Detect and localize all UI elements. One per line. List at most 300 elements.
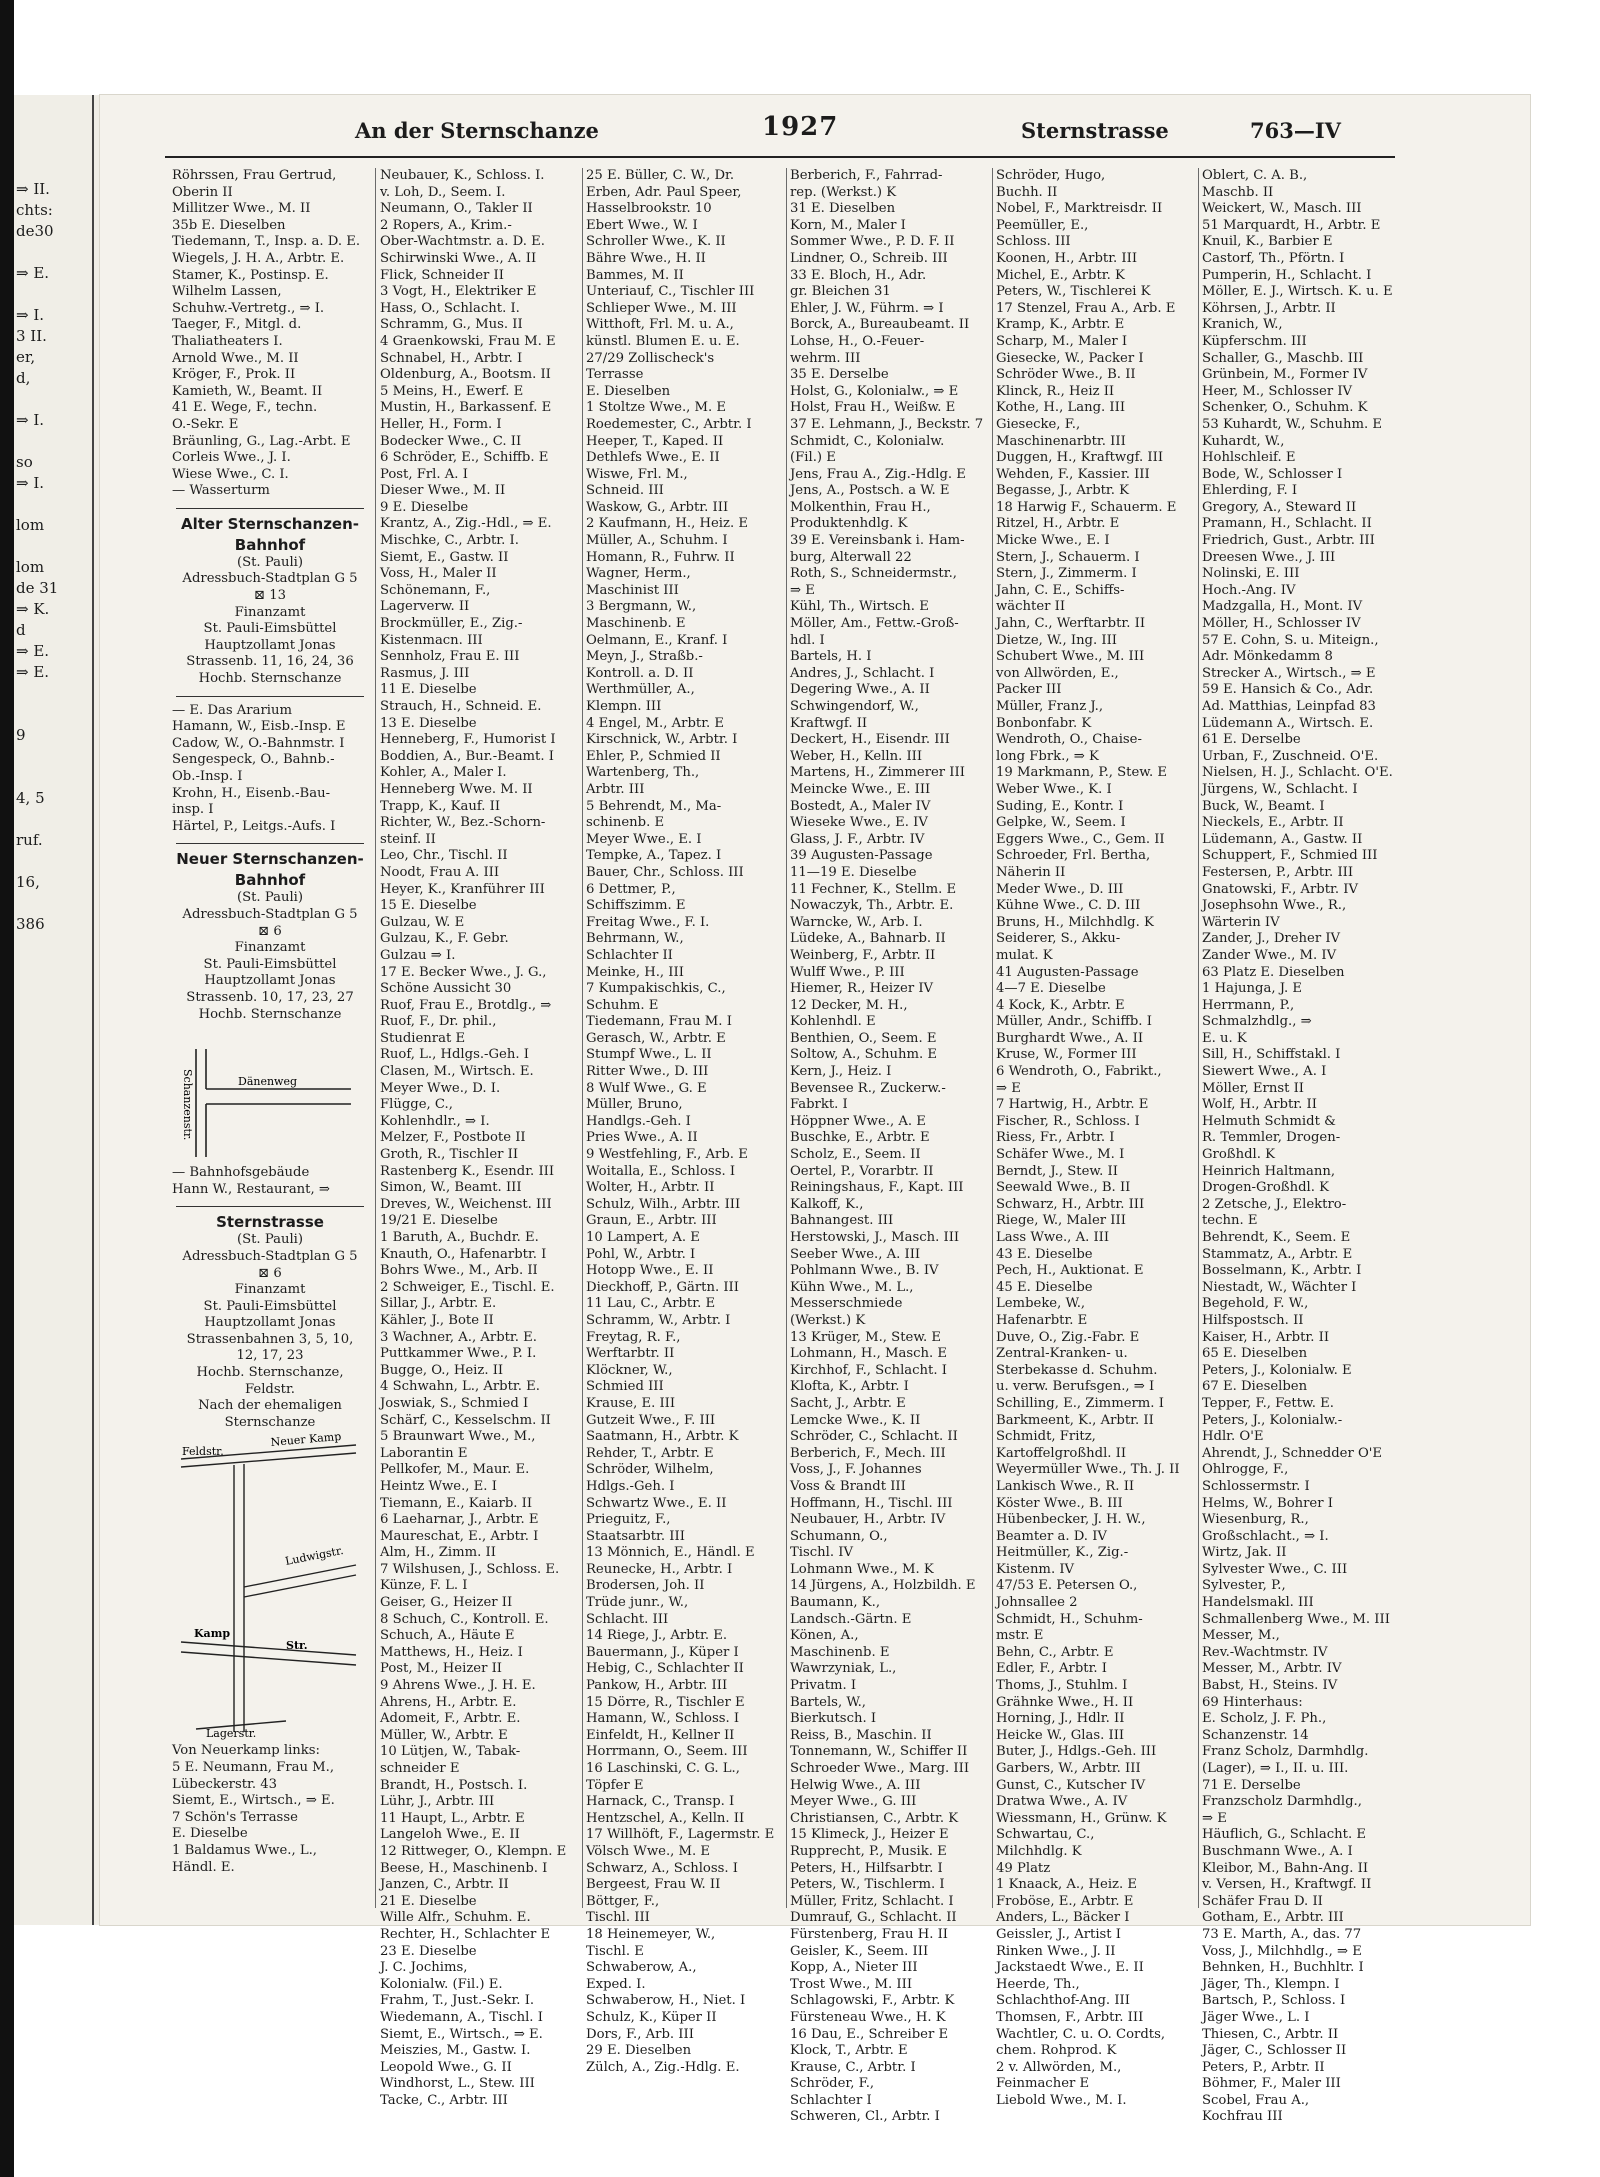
directory-entry: 13 E. Dieselbe: [380, 715, 477, 731]
directory-entry: Gulzau ⇒ I.: [380, 947, 456, 963]
directory-entry: Hdlr. O'E: [1202, 1429, 1264, 1445]
directory-entry: künstl. Blumen E. u. E.: [586, 333, 740, 349]
directory-entry: Schenker, O., Schuhm. K: [1202, 400, 1368, 416]
directory-entry: 27/29 Zollischeck's: [586, 350, 715, 366]
directory-entry: Schlachthof-Ang. III: [996, 1993, 1130, 2009]
directory-entry: 65 E. Dieselben: [1202, 1346, 1308, 1362]
directory-entry: Schlacht. III: [586, 1611, 669, 1627]
directory-entry: chem. Rohprod. K: [996, 2043, 1117, 2059]
directory-entry: Barkmeent, K., Arbtr. II: [996, 1412, 1154, 1428]
section-info-line: Adressbuch-Stadtplan G 5: [182, 1248, 358, 1264]
directory-entry: Schwingendorf, W.,: [790, 699, 919, 714]
directory-entry: Kühl, Th., Wirtsch. E: [790, 599, 929, 615]
section-info-line: St. Pauli-Eimsbüttel: [203, 1298, 337, 1314]
directory-entry: Dratwa Wwe., A. IV: [996, 1794, 1128, 1810]
book-spine: [92, 95, 94, 1925]
directory-entry: Möller, Am., Fettw.-Groß-: [790, 616, 959, 632]
section-info-alter-bahnhof: [172, 555, 368, 688]
directory-entry: Geisler, K., Seem. III: [790, 1943, 929, 1959]
directory-entry: Buck, W., Beamt. I: [1202, 798, 1325, 814]
directory-entry: Kalkoff, K.,: [790, 1196, 864, 1212]
section-divider: [176, 696, 364, 697]
directory-entry: Laborantin E: [380, 1445, 468, 1461]
directory-entry: Herstowski, J., Masch. III: [790, 1230, 960, 1245]
directory-entry: E. Dieselbe: [172, 1826, 248, 1842]
directory-entry: Peters, P., Arbtr. II: [1202, 2059, 1325, 2075]
directory-entry: Hübenbecker, J. H. W.,: [996, 1512, 1146, 1528]
directory-entry: Siemt, E., Gastw. II: [380, 549, 509, 565]
directory-entry: Hiemer, R., Heizer IV: [790, 981, 934, 997]
directory-entry: Ruof, L., Hdlgs.-Geh. I: [380, 1047, 529, 1063]
directory-entry: 6 Dettmer, P.,: [586, 881, 676, 897]
directory-entry: Wirtz, Jak. II: [1202, 1545, 1287, 1561]
directory-entry: Saatmann, H., Arbtr. K: [586, 1429, 739, 1445]
directory-entry: Reunecke, H., Arbtr. I: [586, 1561, 733, 1577]
directory-entry: Kolonialw. (Fil.) E.: [380, 1976, 503, 1992]
directory-entry: Tiedemann, Frau M. I: [586, 1014, 732, 1030]
directory-entry: Helmuth Schmidt &: [1202, 1113, 1336, 1129]
directory-entry: Gerasch, W., Arbtr. E: [586, 1030, 726, 1046]
directory-entry: Großschlacht., ⇒ I.: [1202, 1528, 1329, 1544]
directory-entry: Christiansen, C., Arbtr. K: [790, 1810, 959, 1826]
directory-entry: 3 Wachner, A., Arbtr. E.: [380, 1329, 537, 1345]
directory-entry: Kramp, K., Arbtr. E: [996, 317, 1125, 333]
directory-entry: Tiedemann, T., Insp. a. D. E.: [172, 234, 361, 250]
gutter-fragment: de30: [16, 222, 54, 240]
directory-entry: Dumrauf, G., Schlacht. II: [790, 1910, 957, 1926]
section-heading-line: Alter Sternschanzen-: [180, 514, 360, 533]
directory-entry: Wiswe, Frl. M.,: [586, 466, 688, 482]
directory-entry: Küpferschm. III: [1202, 333, 1307, 349]
directory-entry: Sylvester Wwe., C. III: [1202, 1561, 1348, 1577]
column-1-entries: [172, 168, 368, 500]
directory-entry: 12 Rittweger, O., Klempn. E: [380, 1843, 567, 1859]
directory-entry: Helms, W., Bohrer I: [1202, 1495, 1333, 1511]
directory-entry: Weinberg, F., Arbtr. II: [790, 947, 936, 963]
directory-entry: Giesecke, F.,: [996, 416, 1081, 432]
directory-entry: 15 E. Dieselbe: [380, 898, 477, 914]
directory-entry: Schröder, F.,: [790, 2076, 875, 2092]
directory-entry: Köhrsen, J., Arbtr. II: [1202, 300, 1336, 316]
directory-entry: 21 E. Dieselbe: [380, 1893, 477, 1909]
section-info-line: ⊠ 6: [258, 923, 282, 939]
directory-entry: (Werkst.) K: [790, 1312, 866, 1328]
directory-entry: Henneberg Wwe. M. II: [380, 781, 533, 797]
directory-entry: Ad. Matthias, Leinpfad 83: [1202, 699, 1376, 714]
directory-entry: 57 E. Cohn, S. u. Miteign.,: [1202, 632, 1379, 648]
gutter-fragment: d: [16, 621, 26, 639]
directory-entry: 2 Kaufmann, H., Heiz. E: [586, 516, 748, 532]
section-divider: [176, 1206, 364, 1207]
directory-entry: Hamann, W., Eisb.-Insp. E: [172, 719, 346, 735]
directory-entry: Molkenthin, Frau H.,: [790, 499, 931, 515]
gutter-fragment: ⇒ I.: [16, 474, 45, 492]
directory-entry: Ehlerding, F. I: [1202, 483, 1298, 499]
gutter-fragment: chts:: [16, 201, 53, 219]
directory-entry: Bruns, H., Milchhdlg. K: [996, 914, 1154, 930]
directory-entry: 39 E. Vereinsbank i. Ham-: [790, 533, 965, 549]
directory-entry: Mustin, H., Barkassenf. E: [380, 400, 552, 416]
directory-entry: Deckert, H., Eisendr. III: [790, 732, 950, 748]
directory-entry: Rastenberg K., Esendr. III: [380, 1163, 555, 1179]
directory-entry: Seeber Wwe., A. III: [790, 1246, 921, 1262]
directory-entry: Schwaberow, H., Niet. I: [586, 1993, 746, 2009]
directory-entry: Mischke, C., Arbtr. I.: [380, 533, 519, 549]
directory-entry: Ahrens, H., Arbtr. E.: [380, 1694, 517, 1710]
directory-entry: Krantz, A., Zig.-Hdl., ⇒ E.: [380, 516, 552, 532]
directory-entry: Ritzel, H., Arbtr. E: [996, 516, 1120, 532]
directory-entry: Knuil, K., Barbier E: [1202, 234, 1333, 250]
directory-entry: 69 Hinterhaus:: [1202, 1694, 1303, 1710]
directory-entry: Simon, W., Beamt. III: [380, 1180, 522, 1196]
directory-entry: Hafenarbtr. E: [996, 1312, 1088, 1328]
street-map-sternschanze: [176, 1029, 366, 1159]
directory-entry: 73 E. Marth, A., das. 77: [1202, 1926, 1362, 1942]
directory-entry: 7 Kumpakischkis, C.,: [586, 981, 726, 997]
directory-entry: R. Temmler, Drogen-: [1202, 1130, 1341, 1146]
directory-entry: Böttger, F.,: [586, 1893, 660, 1909]
directory-entry: Röhrssen, Frau Gertrud,: [172, 168, 337, 183]
gutter-fragment: [14, 809, 100, 830]
directory-entry: 7 Wilshusen, J., Schloss. E.: [380, 1561, 560, 1577]
directory-entry: Lüdeke, A., Bahnarb. II: [790, 931, 946, 947]
directory-entry: Babst, H., Steins. IV: [1202, 1678, 1338, 1694]
directory-entry: Schulz, K., Küper II: [586, 2009, 717, 2025]
directory-entry: 1 Knaack, A., Heiz. E: [996, 1877, 1137, 1893]
header-street-range: An der Sternschanze: [355, 118, 599, 143]
neuerkamp-entries: [172, 1743, 368, 1876]
directory-entry: Trüde junr., W.,: [586, 1595, 689, 1611]
directory-entry: Bierkutsch. I: [790, 1711, 877, 1727]
directory-entry: Kirschnick, W., Arbtr. I: [586, 732, 738, 748]
directory-entry: Heicke W., Glas. III: [996, 1727, 1125, 1743]
gutter-fragment: so: [16, 453, 33, 471]
directory-entry: Oblert, C. A. B.,: [1202, 168, 1308, 183]
section-info-sternstrasse: [172, 1232, 368, 1431]
directory-entry: Von Neuerkamp links:: [172, 1743, 321, 1759]
directory-entry: Boddien, A., Bur.-Beamt. I: [380, 748, 554, 764]
directory-entry: Lembeke, W.,: [996, 1296, 1086, 1312]
directory-entry: Schulz, Wilh., Arbtr. III: [586, 1196, 741, 1212]
directory-entry: Produktenhdlg. K: [790, 516, 908, 532]
directory-entry: Ob.-Insp. I: [172, 769, 243, 784]
directory-entry: Siemt, E., Wirtsch., ⇒ E.: [172, 1793, 335, 1809]
section-info-line: Finanzamt: [234, 1282, 306, 1298]
directory-entry: Wilhelm Lassen,: [172, 284, 282, 300]
directory-entry: Wärterin IV: [1202, 914, 1280, 930]
directory-entry: 18 Harwig F., Schauerm. E: [996, 499, 1177, 515]
header-page-number: 763—IV: [1250, 118, 1341, 143]
section-info-line: (St. Pauli): [236, 890, 304, 906]
directory-entry: Kühne Wwe., C. D. III: [996, 898, 1141, 914]
directory-entry: Wawrzyniak, L.,: [790, 1661, 897, 1677]
directory-entry: Bugge, O., Heiz. II: [380, 1362, 504, 1378]
directory-entry: 16 Laschinski, C. G. L.,: [586, 1761, 740, 1776]
section-info-line: 12, 17, 23: [236, 1348, 304, 1364]
gutter-fragment: lom: [16, 516, 45, 534]
directory-entry: Post, M., Heizer II: [380, 1661, 502, 1677]
directory-entry: Jahn, C., Werftarbtr. II: [996, 616, 1146, 632]
directory-entry: Maschinenb. E: [790, 1644, 890, 1660]
directory-entry: Hoffmann, H., Tischl. III: [790, 1495, 953, 1511]
gutter-fragments: [14, 95, 100, 935]
directory-entry: Tiemann, E., Kaiarb. II: [380, 1495, 533, 1511]
directory-entry: Pries Wwe., A. II: [586, 1130, 698, 1146]
directory-entry: Nowaczyk, Th., Arbtr. E.: [790, 898, 954, 914]
directory-entry: Harnack, C., Transp. I: [586, 1794, 735, 1810]
directory-entry: Neumann, O., Takler II: [380, 201, 533, 217]
directory-entry: Thoms, J., Stuhlm. I: [996, 1678, 1128, 1694]
directory-entry: Müller, Franz J.,: [996, 699, 1104, 714]
directory-entry: Lankisch Wwe., R. II: [996, 1478, 1135, 1494]
directory-entry: Schiffszimm. E: [586, 898, 686, 914]
directory-entry: Handlgs.-Geh. I: [586, 1113, 691, 1129]
section-info-line: Feldstr.: [244, 1381, 295, 1397]
directory-entry: Gnatowski, F., Arbtr. IV: [1202, 881, 1358, 897]
directory-entry: 1 Hajunga, J. E: [1202, 981, 1302, 997]
directory-entry: Herrmann, P.,: [1202, 997, 1295, 1013]
directory-entry: Stammatz, A., Arbtr. E: [1202, 1246, 1353, 1262]
directory-entry: Müller, Bruno,: [586, 1097, 683, 1113]
directory-entry: Warncke, W., Arb. I.: [790, 914, 923, 930]
directory-entry: Sill, H., Schiffstakl. I: [1202, 1047, 1341, 1063]
directory-entry: Schöne Aussicht 30: [380, 981, 512, 997]
directory-entry: Nolinski, E. III: [1202, 566, 1300, 582]
directory-entry: Wartenberg, Th.,: [586, 765, 700, 781]
directory-entry: Grähnke Wwe., H. II: [996, 1694, 1134, 1710]
section-info-line: Finanzamt: [234, 604, 306, 620]
directory-entry: Schloss. III: [996, 234, 1071, 250]
map-label-feldstr: Feldstr.: [182, 1445, 224, 1459]
directory-entry: Lass Wwe., A. III: [996, 1230, 1110, 1245]
directory-entry: Schwartz Wwe., E. II: [586, 1495, 727, 1511]
directory-entry: ⇒ E: [1202, 1810, 1227, 1826]
column-4: [790, 168, 988, 2125]
directory-entry: Burghardt Wwe., A. II: [996, 1030, 1144, 1046]
directory-entry: Schuhm. E: [586, 997, 659, 1013]
directory-entry: Millitzer Wwe., M. II: [172, 201, 311, 217]
directory-entry: Jäger, Th., Klempn. I: [1202, 1976, 1340, 1992]
gutter-fragment: ⇒ II.: [16, 180, 50, 198]
directory-entry: Möller, E. J., Wirtsch. K. u. E: [1202, 284, 1393, 300]
directory-entry: 59 E. Hansich & Co., Adr.: [1202, 682, 1374, 698]
directory-entry: schinenb. E: [586, 815, 665, 831]
directory-entry: Beamter a. D. IV: [996, 1528, 1107, 1544]
directory-entry: Gregory, A., Steward II: [1202, 499, 1357, 515]
directory-entry: E. u. K: [1202, 1030, 1247, 1046]
directory-entry: Bähre Wwe., H. II: [586, 250, 706, 266]
directory-entry: Wolter, H., Arbtr. II: [586, 1180, 715, 1196]
directory-entry: Heyer, K., Kranführer III: [380, 881, 545, 897]
directory-entry: Krohn, H., Eisenb.-Bau-: [172, 785, 331, 801]
scan-edge: [0, 0, 14, 2177]
directory-entry: 4 Graenkowski, Frau M. E: [380, 333, 556, 349]
directory-entry: Sterbekasse d. Schuhm.: [996, 1362, 1158, 1378]
directory-entry: Bauermann, J., Küper I: [586, 1644, 739, 1660]
directory-entry: Wille Alfr., Schuhm. E.: [380, 1910, 531, 1926]
gutter-fragment: 9: [16, 726, 26, 744]
directory-entry: Pramann, H., Schlacht. II: [1202, 516, 1372, 532]
column-rule: [992, 168, 993, 1908]
directory-entry: Roth, S., Schneidermstr.,: [790, 566, 957, 582]
directory-entry: Fürsteneau Wwe., H. K: [790, 2009, 946, 2025]
directory-entry: Edler, F., Arbtr. I: [996, 1661, 1108, 1677]
column-3: [586, 168, 782, 2075]
section-info-neuer-bahnhof: [172, 890, 368, 1023]
directory-entry: Gutzeit Wwe., F. III: [586, 1412, 716, 1428]
directory-entry: Bodecker Wwe., C. II: [380, 433, 522, 449]
gutter-fragment: [14, 242, 100, 263]
directory-entry: Prieguitz, F.,: [586, 1512, 671, 1528]
directory-entry: Thiesen, C., Arbtr. II: [1202, 2026, 1339, 2042]
directory-entry: 63 Platz E. Dieselben: [1202, 964, 1345, 980]
directory-entry: Tischl. E: [586, 1943, 644, 1959]
column-rule: [786, 168, 787, 1908]
directory-entry: Schäfer Frau D. II: [1202, 1893, 1323, 1909]
directory-entry: 5 E. Neumann, Frau M.,: [172, 1760, 335, 1776]
directory-entry: 14 Riege, J., Arbtr. E.: [586, 1628, 728, 1644]
directory-entry: Hass, O., Schlacht. I.: [380, 300, 520, 316]
directory-entry: 13 Krüger, M., Stew. E: [790, 1329, 942, 1345]
directory-entry: 9 E. Dieselbe: [380, 499, 469, 515]
directory-entry: Cadow, W., O.-Bahnmstr. I: [172, 735, 345, 751]
directory-entry: Madzgalla, H., Mont. IV: [1202, 599, 1363, 615]
directory-entry: Drogen-Großhdl. K: [1202, 1180, 1329, 1196]
directory-entry: Bevensee R., Zuckerw.-: [790, 1080, 946, 1096]
directory-entry: Strecker A., Wirtsch., ⇒ E: [1202, 665, 1376, 681]
header-year: 1927: [762, 112, 839, 142]
directory-entry: Buchh. II: [996, 184, 1058, 200]
directory-entry: Tepper, F., Fettw. E.: [1202, 1395, 1334, 1411]
directory-entry: Buschmann Wwe., A. I: [1202, 1843, 1353, 1859]
directory-entry: 3 Vogt, H., Elektriker E: [380, 284, 537, 300]
directory-entry: Könen, A.,: [790, 1628, 859, 1644]
directory-entry: Krause, E. III: [586, 1395, 676, 1411]
directory-entry: 67 E. Dieselben: [1202, 1379, 1308, 1395]
directory-entry: Ruof, F., Dr. phil.,: [380, 1014, 497, 1030]
directory-entry: Johnsallee 2: [996, 1595, 1078, 1611]
directory-entry: Meinke, H., III: [586, 964, 684, 980]
directory-entry: Scobel, Frau A.,: [1202, 2092, 1310, 2108]
directory-entry: Stumpf Wwe., L. II: [586, 1047, 712, 1063]
section-heading-line: Sternstrasse: [216, 1213, 324, 1232]
directory-entry: Brockmüller, E., Zig.-: [380, 616, 523, 632]
directory-entry: Schanzenstr. 14: [1202, 1727, 1309, 1743]
directory-entry: Hentzschel, A., Kelln. II: [586, 1810, 745, 1826]
directory-entry: Leopold Wwe., G. II: [380, 2059, 512, 2075]
directory-entry: Trost Wwe., M. III: [790, 1976, 913, 1992]
directory-entry: Hotopp Wwe., E. II: [586, 1263, 714, 1279]
directory-entry: Brodersen, Joh. II: [586, 1578, 705, 1594]
directory-entry: Berberich, F., Fahrrad-: [790, 168, 943, 183]
directory-entry: Festersen, P., Arbtr. III: [1202, 864, 1354, 880]
directory-entry: 4 Kock, K., Arbtr. E: [996, 997, 1125, 1013]
directory-entry: Kern, J., Heiz. I: [790, 1064, 892, 1080]
directory-entry: Post, Frl. A. I: [380, 466, 468, 482]
directory-entry: Freytag, R. F.,: [586, 1329, 681, 1345]
section-info-line: ⊠ 6: [258, 1265, 282, 1281]
directory-entry: insp. I: [172, 802, 214, 818]
directory-entry: Unteriauf, C., Tischler III: [586, 284, 755, 300]
directory-entry: Heerde, Th.,: [996, 1976, 1080, 1992]
directory-entry: 4 Engel, M., Arbtr. E: [586, 715, 725, 731]
directory-entry: Maschinist III: [586, 582, 679, 598]
directory-entry: Bartels, W.,: [790, 1694, 866, 1710]
directory-entry: Töpfer E: [586, 1777, 644, 1793]
directory-entry: 39 Augusten-Passage: [790, 848, 933, 864]
directory-entry: Schärf, C., Kesselschm. II: [380, 1412, 551, 1428]
directory-entry: Kranich, W.,: [1202, 317, 1283, 333]
directory-entry: Möller, H., Schlosser IV: [1202, 616, 1361, 632]
directory-entry: Tischl. IV: [790, 1545, 853, 1561]
directory-entry: Andres, J., Schlacht. I: [790, 665, 935, 681]
directory-entry: Bartsch, P., Schloss. I: [1202, 1993, 1346, 2009]
gutter-fragment: [14, 494, 100, 515]
directory-entry: Kleibor, M., Bahn-Ang. II: [1202, 1860, 1369, 1876]
section-info-line: St. Pauli-Eimsbüttel: [203, 956, 337, 972]
directory-entry: Reiningshaus, F., Kapt. III: [790, 1180, 964, 1196]
directory-entry: Zander Wwe., M. IV: [1202, 947, 1337, 963]
directory-entry: Peters, J., Kolonialw.-: [1202, 1412, 1343, 1428]
directory-entry: ⇒ E: [790, 582, 815, 598]
directory-entry: Kröger, F., Prok. II: [172, 367, 296, 383]
directory-entry: 10 Lütjen, W., Tabak-: [380, 1744, 521, 1760]
directory-entry: 61 E. Derselbe: [1202, 732, 1301, 748]
gutter-fragment: ⇒ E.: [16, 642, 50, 660]
directory-entry: Messerschmiede: [790, 1296, 903, 1312]
section-heading-line: Bahnhof: [234, 535, 306, 554]
directory-entry: Wehden, F., Kassier. III: [996, 466, 1150, 482]
directory-entry: Schweren, Cl., Arbtr. I: [790, 2109, 940, 2125]
directory-entry: Dieser Wwe., M. II: [380, 483, 506, 499]
directory-entry: Kirchhof, F., Schlacht. I: [790, 1362, 947, 1378]
gutter-fragment: [14, 746, 100, 767]
directory-entry: Berndt, J., Stew. II: [996, 1163, 1118, 1179]
directory-entry: Schlossermstr. I: [1202, 1478, 1310, 1494]
section-info-line: Hauptzollamt Jonas: [204, 637, 336, 653]
directory-entry: E. Scholz, J. F. Ph.,: [1202, 1711, 1327, 1727]
directory-entry: Kähler, J., Bote II: [380, 1312, 494, 1328]
directory-entry: Weickert, W., Masch. III: [1202, 201, 1362, 217]
directory-entry: steinf. II: [380, 831, 436, 847]
directory-entry: 19/21 E. Dieselbe: [380, 1213, 498, 1229]
directory-entry: Schwarz, A., Schloss. I: [586, 1860, 738, 1876]
section-info-line: (St. Pauli): [236, 554, 304, 570]
directory-entry: Kopp, A., Nieter III: [790, 1960, 918, 1976]
directory-entry: wächter II: [996, 599, 1066, 615]
gutter-fragment: [14, 137, 100, 158]
section-info-line: Strassenb. 10, 17, 23, 27: [186, 989, 354, 1005]
directory-entry: Ehler, J. W., Führm. ⇒ I: [790, 300, 944, 316]
directory-entry: Nielsen, H. J., Schlacht. O'E.: [1202, 765, 1393, 781]
directory-entry: Siemt, E., Wirtsch., ⇒ E.: [380, 2026, 543, 2042]
directory-entry: Richter, W., Bez.-Schorn-: [380, 815, 546, 831]
directory-entry: Klinck, R., Heiz II: [996, 383, 1115, 399]
directory-entry: Buschke, E., Arbtr. E: [790, 1130, 930, 1146]
directory-entry: Pohlmann Wwe., B. IV: [790, 1263, 939, 1279]
directory-entry: 2 Zetsche, J., Elektro-: [1202, 1196, 1347, 1212]
directory-entry: Lüdemann A., Wirtsch. E.: [1202, 715, 1374, 731]
directory-entry: Lüdemann, A., Gastw. II: [1202, 831, 1363, 847]
directory-entry: Franz Scholz, Darmhdlg.: [1202, 1744, 1369, 1760]
directory-entry: Wachtler, C. u. O. Cordts,: [996, 2026, 1166, 2042]
directory-entry: schneider E: [380, 1761, 460, 1776]
directory-entry: Hdlgs.-Geh. I: [586, 1478, 675, 1494]
directory-entry: 31 E. Dieselben: [790, 201, 896, 217]
directory-entry: Müller, W., Arbtr. E: [380, 1727, 508, 1743]
directory-entry: Messer, M.,: [1202, 1628, 1280, 1644]
directory-entry: Wiegels, J. H. A., Arbtr. E.: [172, 250, 345, 266]
